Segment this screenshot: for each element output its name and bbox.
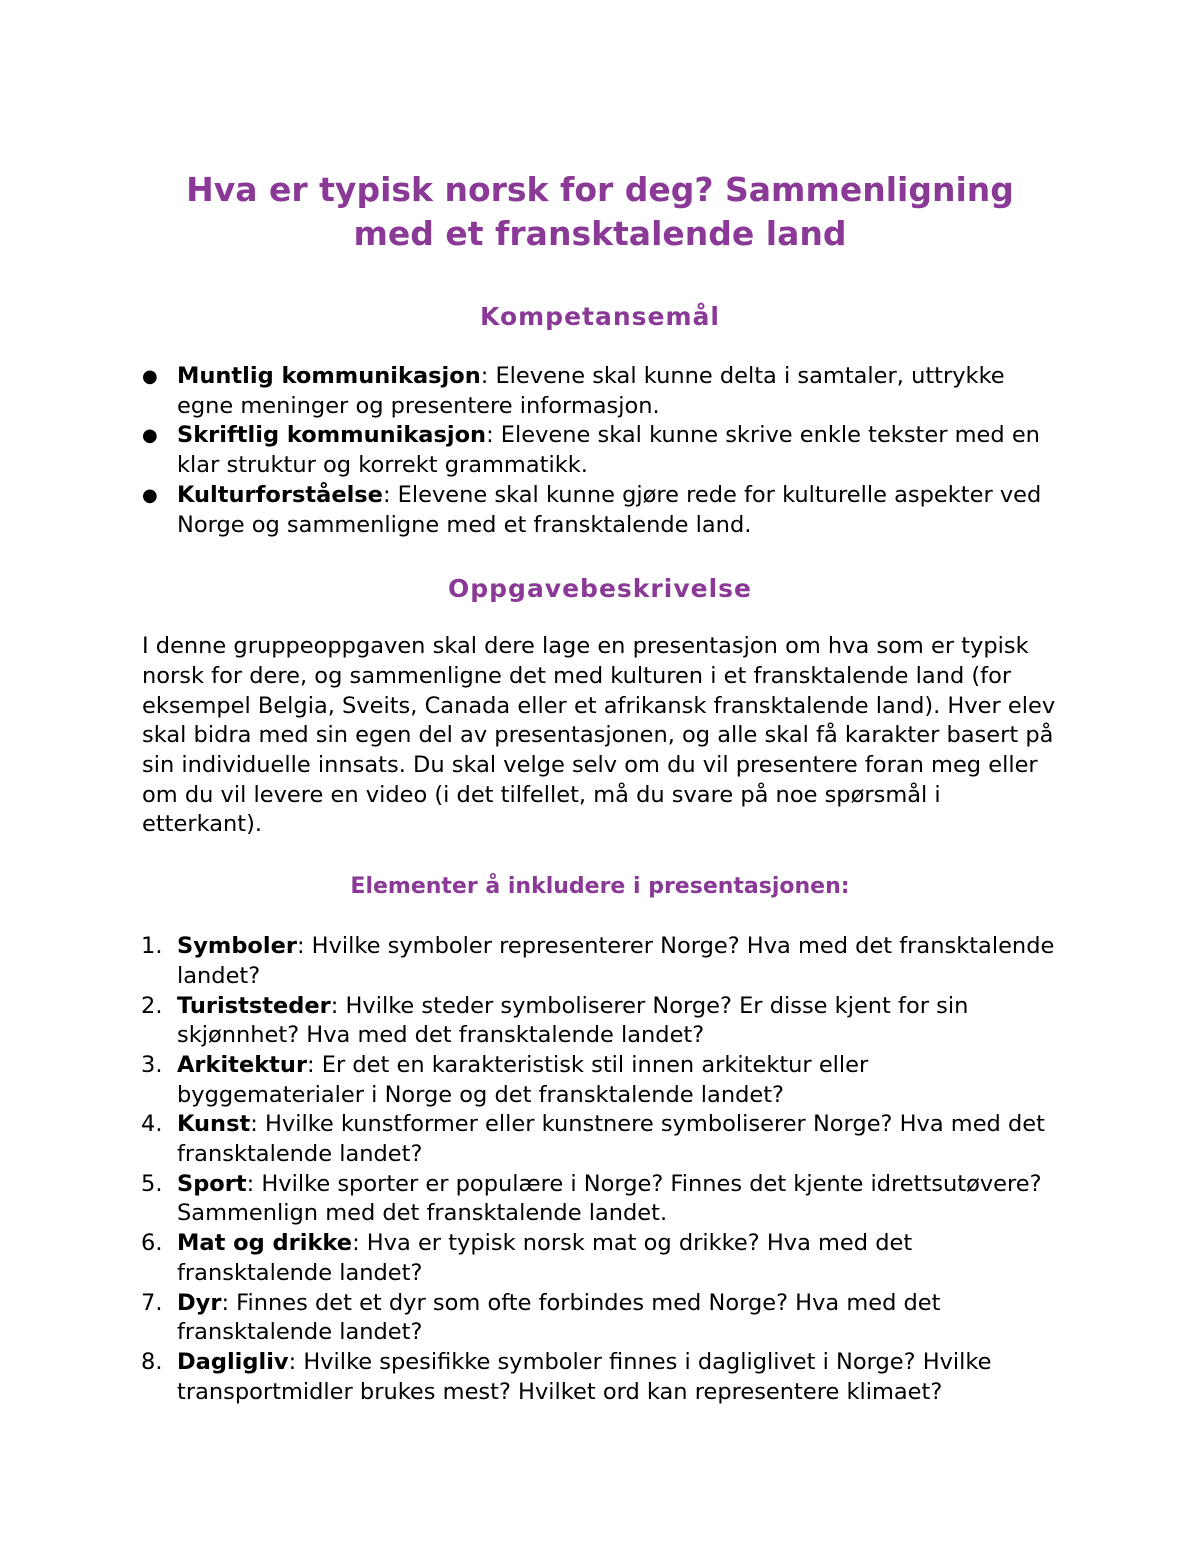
item-description: : Er det en karakteristisk stil innen arkitektur eller byggematerialer i Norge og det fransktalende landet? <box>177 1051 869 1108</box>
competence-heading: Kompetansemål <box>480 302 720 331</box>
item-description: : Hvilke symboler representerer Norge? Hva med det fransktalende landet? <box>177 933 1055 989</box>
elements-list <box>142 932 1058 1407</box>
item-number: 7. <box>141 1289 163 1316</box>
item-number: 1. <box>141 933 163 960</box>
list-item <box>142 1170 1058 1229</box>
item-number: 2. <box>141 992 163 1019</box>
item-term: Turiststeder <box>177 992 331 1019</box>
item-term: Dyr <box>177 1289 222 1316</box>
item-description: : Hvilke steder symboliserer Norge? Er disse kjent for sin skjønnhet? Hva med det fransktalende landet? <box>177 992 969 1049</box>
item-description: : Finnes det et dyr som ofte forbindes med Norge? Hva med det fransktalende landet? <box>177 1289 941 1346</box>
item-term: Sport <box>177 1170 247 1197</box>
item-number: 6. <box>141 1230 163 1257</box>
item-term: Muntlig kommunikasjon <box>177 363 481 389</box>
item-term: Kunst <box>177 1111 251 1138</box>
bullet-icon: ● <box>142 366 158 387</box>
page-title: Hva er typisk norsk for deg? Sammenligning med et fransktalende land <box>186 170 1014 253</box>
item-number: 8. <box>141 1348 163 1375</box>
item-term: Dagligliv <box>177 1348 289 1375</box>
list-item <box>142 932 1058 991</box>
item-description: : Hvilke spesifikke symboler finnes i dagliglivet i Norge? Hvilke transportmidler brukes mest? Hvilket ord kan representere klimaet? <box>177 1348 992 1405</box>
task-heading: Oppgavebeskrivelse <box>448 574 752 604</box>
elements-heading: Elementer å inkludere i presentasjonen: <box>350 874 850 900</box>
list-item <box>142 1051 1058 1110</box>
bullet-icon: ● <box>142 425 158 447</box>
list-item <box>142 1289 1058 1348</box>
item-term: Kulturforståelse <box>177 481 383 508</box>
item-number: 4. <box>141 1111 163 1138</box>
list-item <box>142 1229 1058 1288</box>
item-description: : Hvilke kunstformer eller kunstnere symboliserer Norge? Hva med det fransktalende landet? <box>177 1111 1045 1168</box>
item-term: Skriftlig kommunikasjon <box>177 422 487 449</box>
list-item <box>142 421 1058 480</box>
list-item <box>142 992 1058 1051</box>
list-item <box>142 1348 1058 1407</box>
item-number: 5. <box>141 1170 163 1197</box>
task-paragraph: I denne gruppeoppgaven skal dere lage en presentasjon om hva som er typisk norsk for dere, og sammenligne det med kulturen i et fransktalende land (for eksempel Belgia, Sveits, Canada eller et afrikansk fransktalende land). Hver elev skal bidra med sin egen del av presentasjonen, og alle skal få karakter basert på sin individuelle innsats. Du skal velge selv om du vil presentere foran meg eller om du vil levere en video (i det tilfellet, må du svare på noe spørsmål i etterkant). <box>142 633 1056 838</box>
item-description: : Elevene skal kunne skrive enkle tekster med en klar struktur og korrekt grammatikk. <box>177 422 1040 479</box>
item-number: 3. <box>141 1051 163 1078</box>
list-item <box>142 1110 1058 1169</box>
item-description: : Hva er typisk norsk mat og drikke? Hva med det fransktalende landet? <box>177 1230 913 1286</box>
bullet-icon: ● <box>142 484 158 506</box>
list-item <box>142 362 1058 421</box>
item-term: Mat og drikke <box>177 1230 353 1257</box>
item-term: Arkitektur <box>177 1051 308 1078</box>
item-description: : Elevene skal kunne delta i samtaler, uttrykke egne meninger og presentere informasjon. <box>177 363 1005 419</box>
item-description: : Elevene skal kunne gjøre rede for kulturelle aspekter ved Norge og sammenligne med et fransktalende land. <box>177 481 1042 538</box>
item-term: Symboler <box>177 933 297 960</box>
document-page <box>142 168 1058 1407</box>
competence-list <box>142 362 1058 540</box>
list-item <box>142 481 1058 540</box>
item-description: : Hvilke sporter er populære i Norge? Finnes det kjente idrettsutøvere? Sammenlign med det fransktalende landet. <box>177 1170 1042 1227</box>
